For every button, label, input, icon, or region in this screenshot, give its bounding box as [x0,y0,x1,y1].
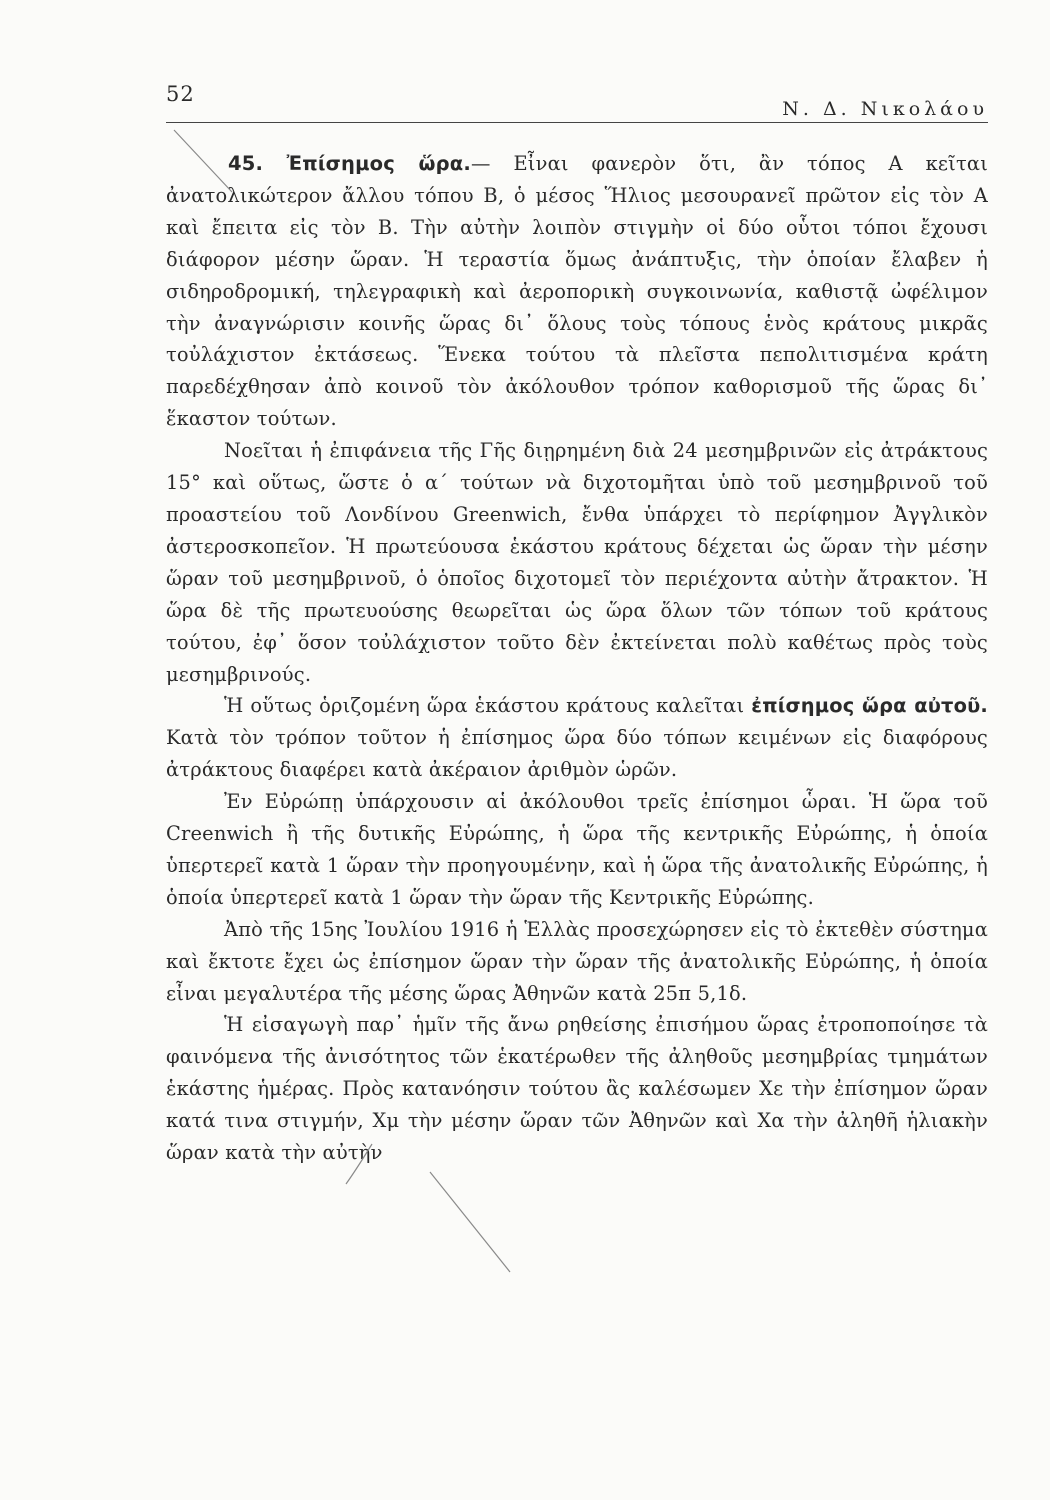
section-heading: 45. Ἐπίσημος ὥρα. [228,152,472,175]
paragraph-1 [166,148,988,435]
paragraph-4: Ἐν Εὐρώπῃ ὑπάρχουσιν αἱ ἀκόλουθοι τρεῖς ἐπίσημοι ὧραι. Ἡ ὥρα τοῦ Creenwich ἢ τῆς δυτικῆς Εὐρώπης, ἡ ὥρα τῆς κεντρικῆς Εὐρώπης, ἡ ὁποία ὑπερτερεῖ κατὰ 1 ὥραν τὴν προηγουμένην, καὶ ἡ ὥρα τῆς ἀνατολικῆς Εὐρώπης, ἡ ὁποία ὑπερτερεῖ κατὰ 1 ὥραν τὴν ὥραν τῆς Κεντρικῆς Εὐρώπης. [166,790,988,909]
paragraph-3-lead: Ἡ οὕτως ὁριζομένη ὥρα ἑκάστου κράτους καλεῖται [224,694,745,718]
paragraph-2: Νοεῖται ἡ ἐπιφάνεια τῆς Γῆς διῃρημένη διὰ 24 μεσημβρινῶν εἰς ἀτράκτους 15° καὶ οὕτως, ὥστε ὁ α΄ τούτων νὰ διχοτομῆται ὑπὸ τοῦ μεσημβρινοῦ τοῦ προαστείου τοῦ Λονδίνου Greenwich, ἔνθα ὑπάρχει τὸ περίφημον Ἀγγλικὸν ἀστεροσκοπεῖον. Ἡ πρωτεύουσα ἑκάστου κράτους δέχεται ὡς ὥραν τὴν μέσην ὥραν τοῦ μεσημβρινοῦ, ὁ ὁποῖος διχοτομεῖ τὸν περιέχοντα αὐτὴν ἄτρακτον. Ἡ ὥρα δὲ τῆς πρωτευούσης θεωρεῖται ὡς ὥρα ὅλων τῶν τόπων τοῦ κράτους τούτου, ἐφ᾿ ὅσον τοὐλάχιστον τοῦτο δὲν ἐκτείνεται πολὺ καθέτως πρὸς τοὺς μεσημβρινούς. [166,439,988,686]
section-body [166,148,988,1169]
defined-term: ἐπίσημος ὥρα αὐτοῦ. [751,694,988,718]
paragraph-5: Ἀπὸ τῆς 15ης Ἰουλίου 1916 ἡ Ἑλλὰς προσεχώρησεν εἰς τὸ ἐκτεθὲν σύστημα καὶ ἔκτοτε ἔχει ὡς ἐπίσημον ὥραν τὴν ὥραν τῆς ἀνατολικῆς Εὐρώπης, ἡ ὁποία εἶναι μεγαλυτέρα τῆς μέσης ὥρας Ἀθηνῶν κατὰ 25π 5,1δ. [166,917,988,1005]
page-number: 52 [166,82,195,106]
paragraph-3 [166,690,988,786]
page-header [166,82,988,123]
running-head: Ν. Δ. Νικολάου [782,98,988,120]
pencil-stroke-diagonal [430,1172,510,1272]
paragraph-1-text: — Εἶναι φανερὸν ὅτι, ἂν τόπος Α κεῖται ἀνατολικώτερον ἄλλου τόπου Β, ὁ μέσος Ἥλιος μεσουρανεῖ πρῶτον εἰς τὸν Α καὶ ἔπειτα εἰς τὸν Β. Τὴν αὐτὴν λοιπὸν στιγμὴν οἱ δύο οὗτοι τόποι ἔχουσι διάφορον μέσην ὥραν. Ἡ τεραστία ὅμως ἀνάπτυξις, τὴν ὁποίαν ἔλαβεν ἡ σιδηροδρομική, τηλεγραφικὴ καὶ ἀεροπορικὴ συγκοινωνία, καθιστᾷ ὠφέλιμον τὴν ἀναγνώρισιν κοινῆς ὥρας δι᾿ ὅλους τοὺς τόπους ἑνὸς κράτους μικρᾶς τοὐλάχιστον ἐκτάσεως. Ἕνεκα τούτου τὰ πλεῖστα πεπολιτισμένα κράτη παρεδέχθησαν ἀπὸ κοινοῦ τὸν ἀκόλουθον τρόπον καθορισμοῦ τῆς ὥρας δι᾿ ἕκαστον τούτων. [166,152,988,431]
paragraph-3-rest: Κατὰ τὸν τρόπον τοῦτον ἡ ἐπίσημος ὥρα δύο τόπων κειμένων εἰς διαφόρους ἀτράκτους διαφέρει κατὰ ἀκέραιον ἀριθμὸν ὡρῶν. [166,726,988,782]
paragraph-6: Ἡ εἰσαγωγὴ παρ᾿ ἡμῖν τῆς ἄνω ρηθείσης ἐπισήμου ὥρας ἐτροποποίησε τὰ φαινόμενα τῆς ἀνισότητος τῶν ἑκατέρωθεν τῆς ἀληθοῦς μεσημβρίας τμημάτων ἑκάστης ἡμέρας. Πρὸς κατανόησιν τούτου ἂς καλέσωμεν Χε τὴν ἐπίσημον ὥραν κατά τινα στιγμήν, Χμ τὴν μέσην ὥραν τῶν Ἀθηνῶν καὶ Χα τὴν ἀληθῆ ἡλιακὴν ὥραν κατὰ τὴν αὐτὴν [166,1013,988,1165]
